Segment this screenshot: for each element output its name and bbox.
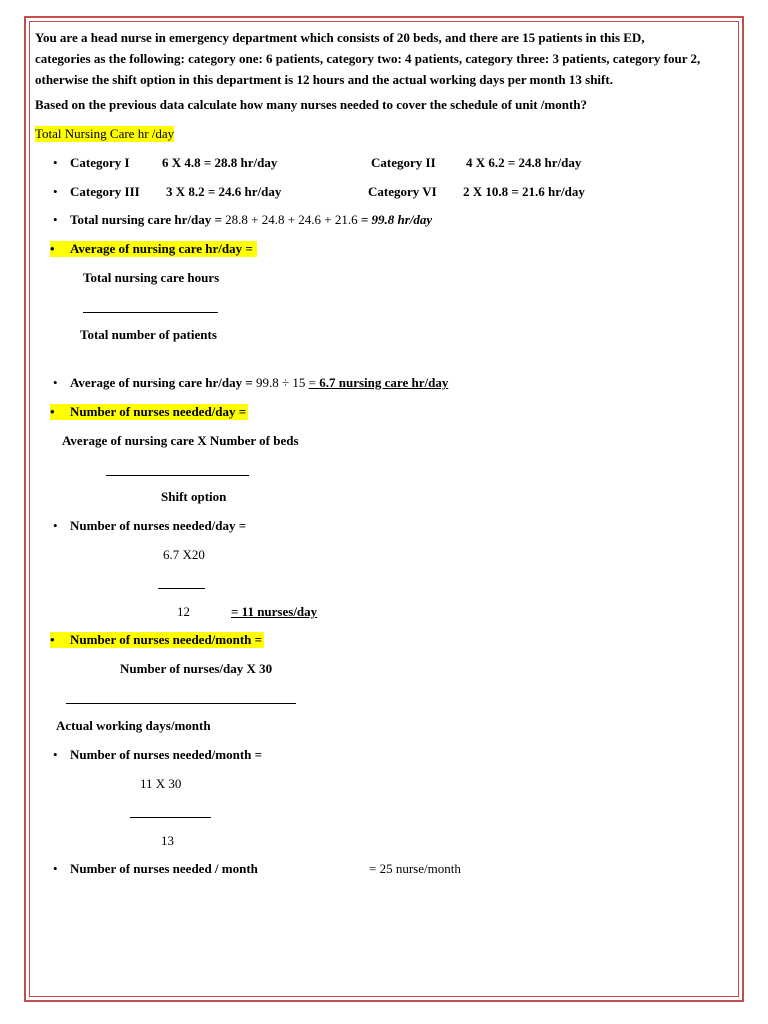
bullet: •: [53, 747, 58, 762]
bullet: •: [53, 212, 58, 227]
category-1-formula: 6 X 4.8 = 28.8 hr/day: [162, 155, 278, 170]
total-result: = 99.8 hr/day: [360, 212, 433, 227]
nurses-month-heading: [50, 632, 264, 648]
nurses-day-denominator: Shift option: [161, 489, 227, 504]
bullet: •: [53, 375, 58, 390]
total-label: Total nursing care hr/day =: [70, 212, 226, 227]
average-calculation: [70, 375, 448, 391]
problem-question: Based on the previous data calculate how many nurses needed to cover the schedule of unit /month?: [35, 97, 588, 112]
nurses-day-numerator: Average of nursing care X Number of beds: [62, 433, 299, 448]
average-calc-label: Average of nursing care hr/day =: [70, 375, 257, 390]
bullet: •: [50, 241, 55, 256]
bullet: •: [50, 632, 55, 647]
fraction-line: [83, 312, 218, 313]
nurses-day-calc-denominator: 12: [177, 604, 190, 619]
nurses-day-calc-result: [231, 604, 317, 620]
fraction-line: [66, 703, 296, 704]
nurses-month-calc-denominator: 13: [161, 833, 174, 848]
bullet: •: [53, 184, 58, 199]
nurses-day-heading: [50, 404, 248, 420]
category-3-label: Category III: [70, 184, 140, 199]
average-calc-result: 6.7 nursing care hr/day: [319, 375, 449, 390]
nurses-day-calc-value: 11 nurses/day: [238, 604, 318, 619]
total-line: [70, 212, 432, 228]
average-heading-text: Average of nursing care hr/day =: [70, 241, 253, 256]
problem-line-1: You are a head nurse in emergency department which consists of 20 beds, and there are 15 patients in this ED,: [35, 30, 645, 45]
category-1-label: Category I: [70, 155, 130, 170]
nurses-month-calc-label: Number of nurses needed/month =: [70, 747, 263, 762]
fraction-line: [106, 475, 249, 476]
fraction-line: [158, 588, 205, 589]
category-2-label: Category II: [371, 155, 436, 170]
fraction-line: [130, 817, 211, 818]
nurses-month-denominator: Actual working days/month: [56, 718, 211, 733]
average-denominator: Total number of patients: [80, 327, 217, 342]
total-expression: 28.8 + 24.8 + 24.6 + 21.6: [225, 212, 361, 227]
section-title: Total Nursing Care hr /day: [35, 126, 175, 141]
bullet: •: [53, 155, 58, 170]
average-calc-expression: 99.8 ÷ 15: [256, 375, 309, 390]
average-heading: [50, 241, 257, 257]
average-calc-equals: =: [308, 375, 320, 390]
final-label: Number of nurses needed / month: [70, 861, 258, 876]
bullet: •: [53, 518, 58, 533]
nurses-day-calc-equals: =: [231, 604, 239, 619]
problem-line-2: categories as the following: category one: 6 patients, category two: 4 patients, category three: 3 patients, category four 2,: [35, 51, 701, 66]
category-4-formula: 2 X 10.8 = 21.6 hr/day: [463, 184, 585, 199]
bullet: •: [50, 404, 55, 419]
nurses-day-calc-numerator: 6.7 X20: [163, 547, 205, 562]
bullet: •: [53, 861, 58, 876]
average-numerator: Total nursing care hours: [83, 270, 220, 285]
category-4-label: Category VI: [368, 184, 437, 199]
nurses-month-calc-numerator: 11 X 30: [140, 776, 182, 791]
category-2-formula: 4 X 6.2 = 24.8 hr/day: [466, 155, 582, 170]
category-3-formula: 3 X 8.2 = 24.6 hr/day: [166, 184, 282, 199]
nurses-day-heading-text: Number of nurses needed/day =: [70, 404, 247, 419]
nurses-month-heading-text: Number of nurses needed/month =: [70, 632, 263, 647]
nurses-month-numerator: Number of nurses/day X 30: [120, 661, 273, 676]
problem-statement: [35, 27, 735, 90]
problem-line-3: otherwise the shift option in this department is 12 hours and the actual working days per month 13 shift.: [35, 72, 613, 87]
nurses-day-calc-label: Number of nurses needed/day =: [70, 518, 247, 533]
final-result: = 25 nurse/month: [369, 861, 461, 876]
